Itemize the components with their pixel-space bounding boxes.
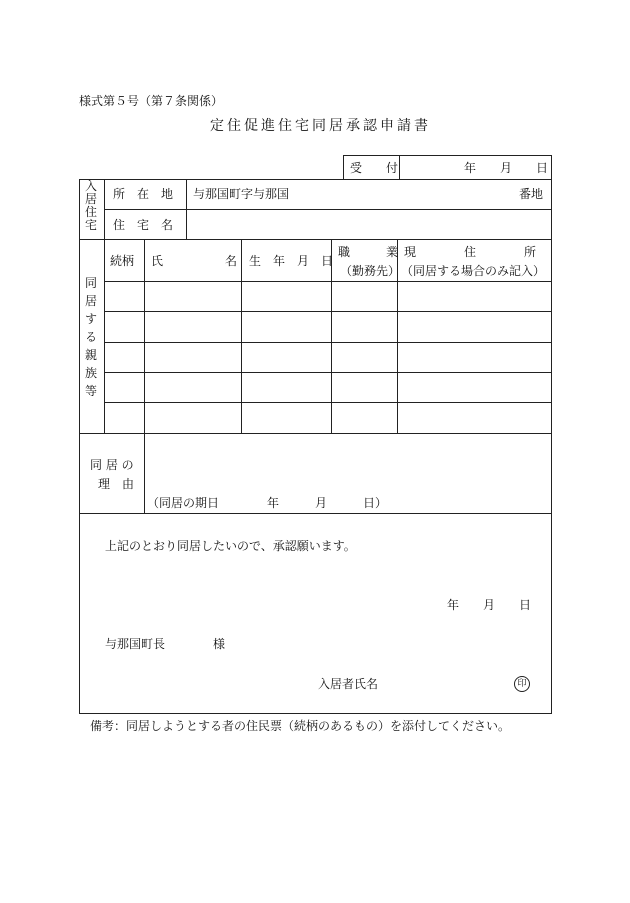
- birth-cell[interactable]: [245, 350, 327, 366]
- name-cell[interactable]: [148, 410, 237, 426]
- job-cell[interactable]: [335, 350, 393, 366]
- header-workplace: （勤務先）: [340, 264, 401, 278]
- job-cell[interactable]: [335, 319, 393, 335]
- seal-icon: 印: [514, 676, 530, 692]
- reception-year: 年: [464, 161, 477, 175]
- relation-cell[interactable]: [108, 410, 140, 426]
- address-cell[interactable]: [401, 380, 547, 396]
- address-cell[interactable]: [401, 350, 547, 366]
- note: 備考：同居しようとする者の住民票（続柄のあるもの）を添付してください。: [90, 719, 511, 733]
- header-name-1: 氏: [151, 254, 164, 268]
- job-cell[interactable]: [335, 289, 393, 305]
- residence-side-label: 入 居 住 宅: [84, 179, 97, 232]
- relation-cell[interactable]: [108, 350, 140, 366]
- form-number: 様式第５号（第７条関係）: [79, 94, 224, 108]
- addressee: 与那国町長 様: [105, 637, 226, 651]
- name-cell[interactable]: [148, 319, 237, 335]
- reason-label-1: 同 居 の: [90, 458, 134, 472]
- reason-field[interactable]: [148, 437, 547, 492]
- reception-day: 日: [536, 161, 549, 175]
- relatives-side-label: 同 居 す る 親 族 等: [84, 276, 97, 398]
- birth-cell[interactable]: [245, 319, 327, 335]
- header-address-note: （同居する場合のみ記入）: [401, 264, 546, 278]
- banchi-label: 番地: [519, 187, 544, 201]
- house-name-field[interactable]: [193, 218, 543, 232]
- birth-cell[interactable]: [245, 380, 327, 396]
- reason-label-2: 理 由: [98, 477, 135, 491]
- job-cell[interactable]: [335, 380, 393, 396]
- page-title: 定住促進住宅同居承認申請書: [210, 118, 431, 134]
- applicant-name-field[interactable]: [385, 674, 505, 692]
- request-date: 年 月 日: [447, 598, 532, 612]
- address-cell[interactable]: [401, 289, 547, 305]
- birth-cell[interactable]: [245, 410, 327, 426]
- location-label: 所 在 地: [113, 187, 174, 201]
- job-cell[interactable]: [335, 410, 393, 426]
- relation-cell[interactable]: [108, 380, 140, 396]
- address-cell[interactable]: [401, 319, 547, 335]
- relation-cell[interactable]: [108, 289, 140, 305]
- cohabit-date-line: （同居の期日 年 月 日）: [147, 496, 388, 510]
- name-cell[interactable]: [148, 289, 237, 305]
- header-relation: 続柄: [110, 254, 135, 268]
- header-job: 職 業: [338, 245, 399, 259]
- header-birth: 生 年 月 日: [249, 254, 334, 268]
- house-name-label: 住 宅 名: [113, 218, 174, 232]
- name-cell[interactable]: [148, 350, 237, 366]
- header-name-2: 名: [225, 254, 238, 268]
- reception-label: 受 付: [350, 161, 399, 175]
- reception-month: 月: [500, 161, 513, 175]
- birth-cell[interactable]: [245, 289, 327, 305]
- header-address: 現 住 所: [404, 245, 537, 259]
- applicant-label: 入居者氏名: [318, 677, 379, 691]
- request-statement: 上記のとおり同居したいので、承認願います。: [105, 539, 356, 553]
- name-cell[interactable]: [148, 380, 237, 396]
- address-cell[interactable]: [401, 410, 547, 426]
- relation-cell[interactable]: [108, 319, 140, 335]
- location-field[interactable]: 与那国町字与那国: [193, 187, 290, 201]
